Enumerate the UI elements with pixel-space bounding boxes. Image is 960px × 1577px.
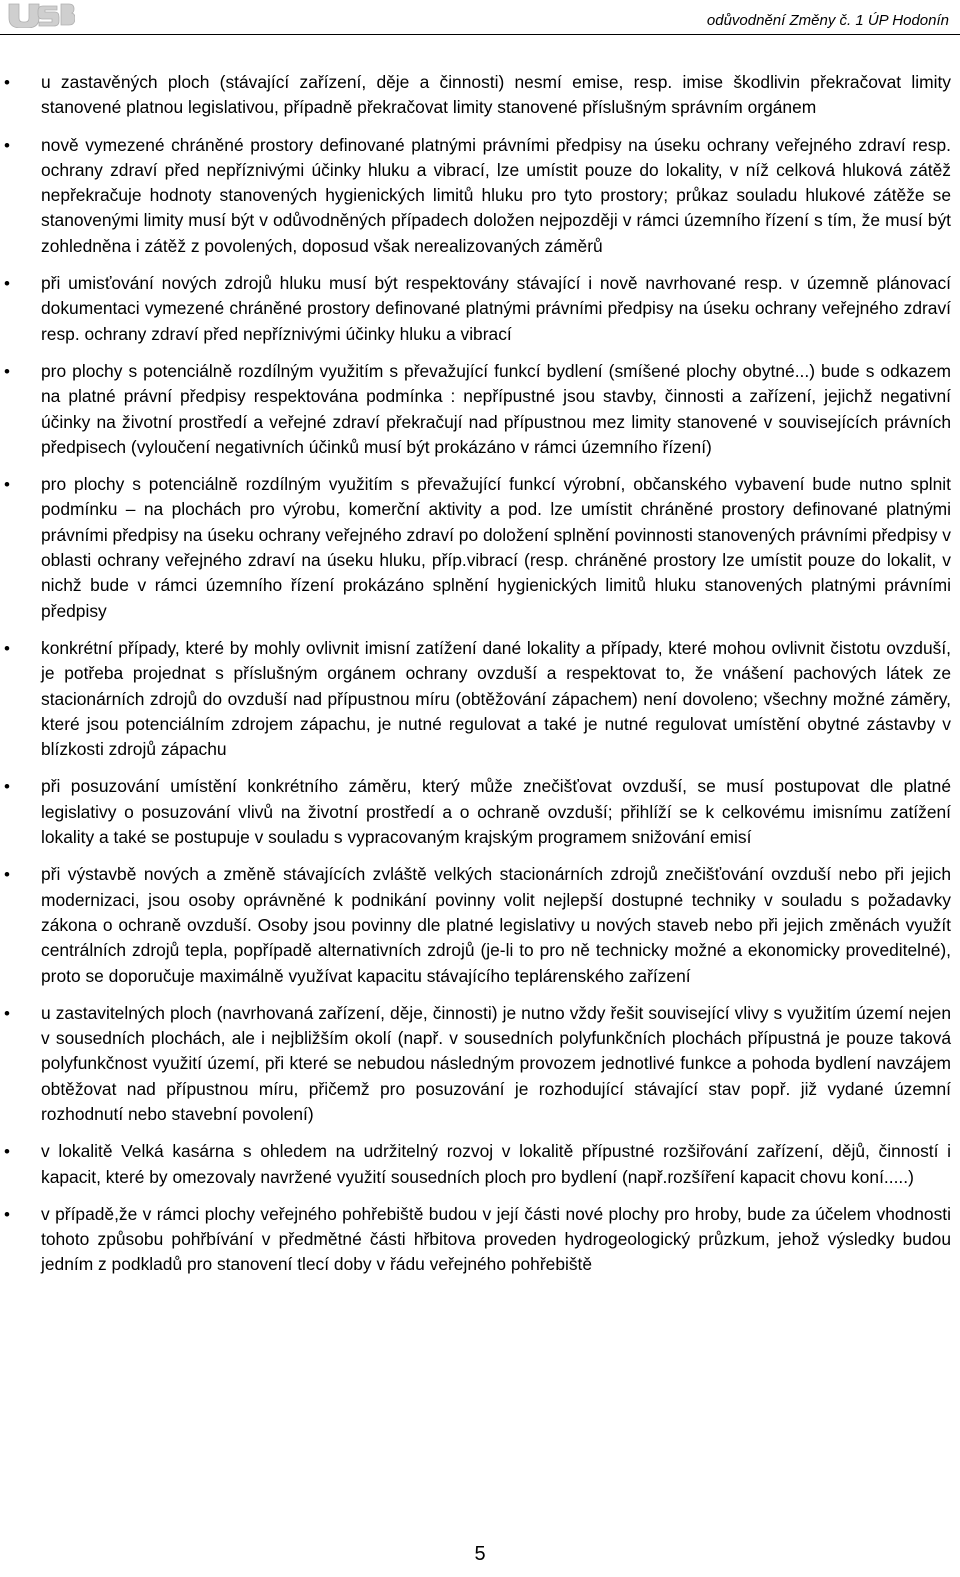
bullet-icon: • xyxy=(4,274,10,294)
page-header xyxy=(0,0,960,36)
list-item-text: v lokalitě Velká kasárna s ohledem na udržitelný rozvoj v lokalitě přípustné rozšiřování zařízení, dějů, činností i kapacit, které by omezovaly navržené využití sousedních ploch pro bydlení (např.rozšíření kapacit chovu koní.....) xyxy=(41,1141,951,1187)
list-item xyxy=(4,862,951,988)
requirements-list xyxy=(4,70,951,1290)
bullet-icon: • xyxy=(4,73,10,92)
list-item-text: při posuzování umístění konkrétního záměru, který může znečišťovat ovzduší, se musí postupovat dle platné legislativy o posuzování vlivů na životní prostředí a o ochraně ovzduší; přihlíží se k celkovému imisnímu zatížení lokality a také se postupuje v souladu s vypracovaným krajským programem snižování emisí xyxy=(41,776,951,848)
bullet-icon: • xyxy=(4,361,10,381)
bullet-icon: • xyxy=(4,1142,10,1162)
header-divider xyxy=(0,34,960,35)
list-item xyxy=(4,1001,951,1127)
list-item xyxy=(4,70,951,121)
list-item-text: pro plochy s potenciálně rozdílným využitím s převažující funkcí výrobní, občanského vybavení bude nutno splnit podmínku – na plochách pro výrobu, komerční aktivity a pod. lze umístit chráněné prostory definované platnými právními předpisy na úseku ochrany veřejného zdraví po doložení splnění povinnosti stanovených právními předpisy v oblasti ochrany veřejného zdraví na úseku hluku, příp.vibrací (resp. chráněné prostory lze umístit pouze do lokalit, v nichž bude v rámci územního řízení prokázáno splnění hygienických limitů hluku stanovených platnými právními předpisy xyxy=(41,474,951,621)
list-item-text: u zastavěných ploch (stávající zařízení, děje a činnosti) nesmí emise, resp. imise škodlivin překračovat limity stanovené platnou legislativou, případně překračovat limity stanovené příslušným správním orgánem xyxy=(41,72,951,118)
bullet-icon: • xyxy=(4,135,10,155)
list-item-text: pro plochy s potenciálně rozdílným využitím s převažující funkcí bydlení (smíšené plochy obytné...) bude s odkazem na platné právní předpisy respektována podmínka : nepřípustné jsou stavby, činnosti a zařízení, jejichž negativní účinky na životní prostředí a veřejné zdraví překračují nad přípustnou mez limity stanovené v souvisejících právních předpisech (vyloučení negativních účinků musí být prokázáno v rámci územního řízení) xyxy=(41,360,951,457)
list-item xyxy=(4,359,951,460)
document-title: odůvodnění Změny č. 1 ÚP Hodonín xyxy=(706,12,949,29)
list-item xyxy=(4,1139,951,1190)
list-item xyxy=(4,472,951,624)
list-item xyxy=(4,1202,951,1278)
list-item-text: konkrétní případy, které by mohly ovlivnit imisní zatížení dané lokality a případy, které mohou ovlivnit čistotu ovzduší, je potřeba projednat s příslušným orgánem ochrany ovzduší a respektovat to, že vnášení pachových látek ze stacionárních zdrojů do ovzduší nad přípustnou míru (obtěžování zápachem) není dovoleno; všechny možné záměry, které jsou potenciálním zdrojem zápachu, je nutné regulovat a také je nutné regulovat umístění obytné zástavby v blízkosti zdrojů zápachu xyxy=(41,637,951,760)
list-item-text: u zastavitelných ploch (navrhovaná zařízení, děje, činnosti) je nutno vždy řešit související vlivy s využitím území nejen v sousedních plochách, ale i nejbližším okolí (např. v sousedních polyfunkčních plochách přípustná je pouze taková polyfunkčnost využití území, při které se nebudou následným provozem jednotlivé funkce a pohoda bydlení navzájem obtěžovat nad přípustnou míru, přičemž pro posuzování je rozhodující stávající stav popř. již vydané územní rozhodnutí nebo stavební povolení) xyxy=(41,1002,951,1124)
list-item xyxy=(4,636,951,762)
page-number: 5 xyxy=(474,1543,486,1565)
bullet-icon: • xyxy=(4,475,10,495)
usb-logo-icon xyxy=(5,2,75,28)
bullet-icon: • xyxy=(4,638,10,658)
list-item-text: nově vymezené chráněné prostory definované platnými právními předpisy na úseku ochrany veřejného zdraví resp. ochrany zdraví před nepříznivými účinky hluku a vibrací, lze umístit pouze do lokality, v níž celková hluková zátěž nepřekračuje hodnoty stanovených hygienických limitů hluku pro tyto prostory; průkaz souladu hlukové zátěže se stanovenými limity musí být v odůvodněných případech doložen nejpozději v rámci územního řízení s tím, že musí být zohledněna i zátěž z povolených, doposud však nerealizovaných záměrů xyxy=(41,134,951,256)
list-item xyxy=(4,271,951,347)
bullet-icon: • xyxy=(4,865,10,885)
list-item xyxy=(4,133,951,259)
list-item-text: v případě,že v rámci plochy veřejného pohřebiště budou v její části nové plochy pro hroby, bude za účelem vhodnosti tohoto způsobu pohřbívání v předmětné části hřbitova proveden hydrogeologický průzkum, jehož výsledky budou jedním z podkladů pro stanovení tlecí doby v řádu veřejného pohřebiště xyxy=(41,1203,951,1275)
bullet-icon: • xyxy=(4,1003,10,1023)
list-item-text: při umisťování nových zdrojů hluku musí být respektovány stávající i nově navrhované resp. v územně plánovací dokumentaci vymezené chráněné prostory definované platnými právními předpisy na úseku ochrany veřejného zdraví resp. ochrany zdraví před nepříznivými účinky hluku a vibrací xyxy=(41,273,951,344)
bullet-icon: • xyxy=(4,1204,10,1224)
bullet-icon: • xyxy=(4,777,10,797)
list-item-text: při výstavbě nových a změně stávajících zvláště velkých stacionárních zdrojů znečišťování ovzduší nebo při jejich modernizaci, jsou osoby oprávněné k podnikání povinny volit nejlepší dostupné techniky v souladu s požadavky zákona o ochraně ovzduší. Osoby jsou povinny dle platné legislativy u nových staveb nebo při jejich změnách využít centrálních zdrojů tepla, popřípadě alternativních zdrojů (je-li to pro ně technicky možné a ekonomicky proveditelné), proto se doporučuje maximálně využívat kapacitu stávajícího teplárenského zařízení xyxy=(41,864,951,986)
list-item xyxy=(4,774,951,850)
